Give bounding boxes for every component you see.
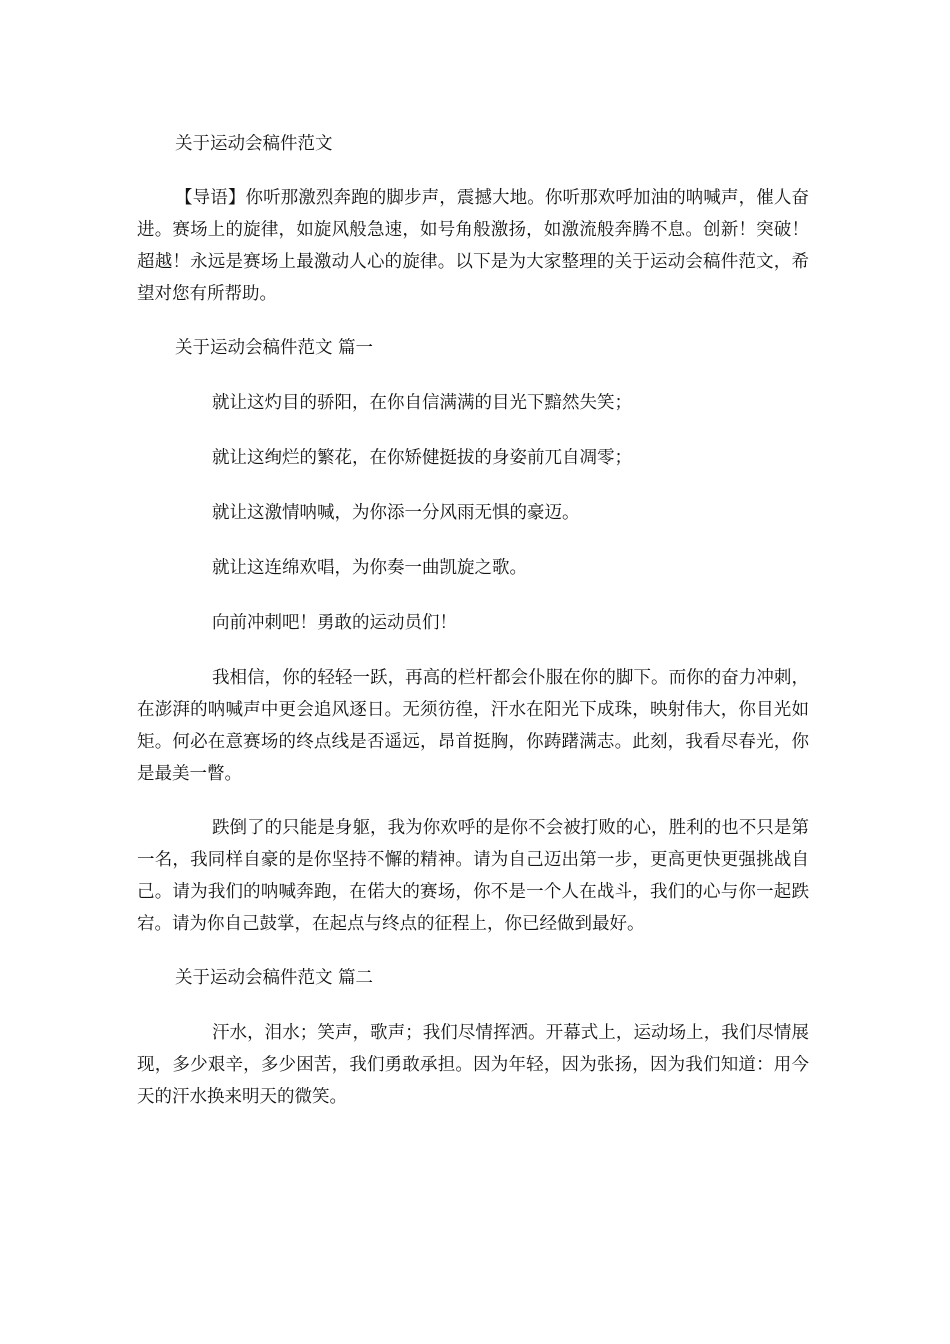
poem-line: 向前冲刺吧！勇敢的运动员们！ <box>212 613 457 633</box>
poem-line: 就让这激情呐喊，为你添一分风雨无惧的豪迈。 <box>212 503 580 523</box>
poem-line: 就让这连绵欢唱，为你奏一曲凯旋之歌。 <box>212 558 527 578</box>
document-title: 关于运动会稿件范文 <box>175 134 333 154</box>
document-body <box>137 128 809 1113</box>
body-paragraph: 跌倒了的只能是身躯，我为你欢呼的是你不会被打败的心，胜利的也不只是第一名，我同样自豪的是你坚持不懈的精神。请为自己迈出第一步，更高更快更强挑战自己。请为我们的呐喊奔跑，在偌大的赛场，你不是一个人在战斗，我们的心与你一起跌宕。请为你自己鼓掌，在起点与终点的征程上，你已经做到最好。 <box>137 818 809 934</box>
body-paragraph: 汗水，泪水；笑声，歌声；我们尽情挥洒。开幕式上，运动场上，我们尽情展现，多少艰辛，多少困苦，我们勇敢承担。因为年轻，因为张扬，因为我们知道：用今天的汗水换来明天的微笑。 <box>137 1023 809 1107</box>
section-heading-1: 关于运动会稿件范文 篇一 <box>175 338 374 358</box>
intro-paragraph: 【导语】你听那激烈奔跑的脚步声，震撼大地。你听那欢呼加油的呐喊声，催人奋进。赛场上的旋律，如旋风般急速，如号角般激扬，如激流般奔腾不息。创新！突破！超越！永远是赛场上最激动人心的旋律。以下是为大家整理的关于运动会稿件范文，希望对您有所帮助。 <box>137 188 809 304</box>
poem-line: 就让这灼目的骄阳，在你自信满满的目光下黯然失笑； <box>212 393 632 413</box>
section-heading-2: 关于运动会稿件范文 篇二 <box>175 968 374 988</box>
poem-line: 就让这绚烂的繁花，在你矫健挺拔的身姿前兀自凋零； <box>212 448 632 468</box>
body-paragraph: 我相信，你的轻轻一跃，再高的栏杆都会仆服在你的脚下。而你的奋力冲刺，在澎湃的呐喊声中更会追风逐日。无须彷徨，汗水在阳光下成珠，映射伟大，你目光如矩。何必在意赛场的终点线是否遥远，昂首挺胸，你踌躇满志。此刻，我看尽春光，你是最美一瞥。 <box>137 668 809 784</box>
